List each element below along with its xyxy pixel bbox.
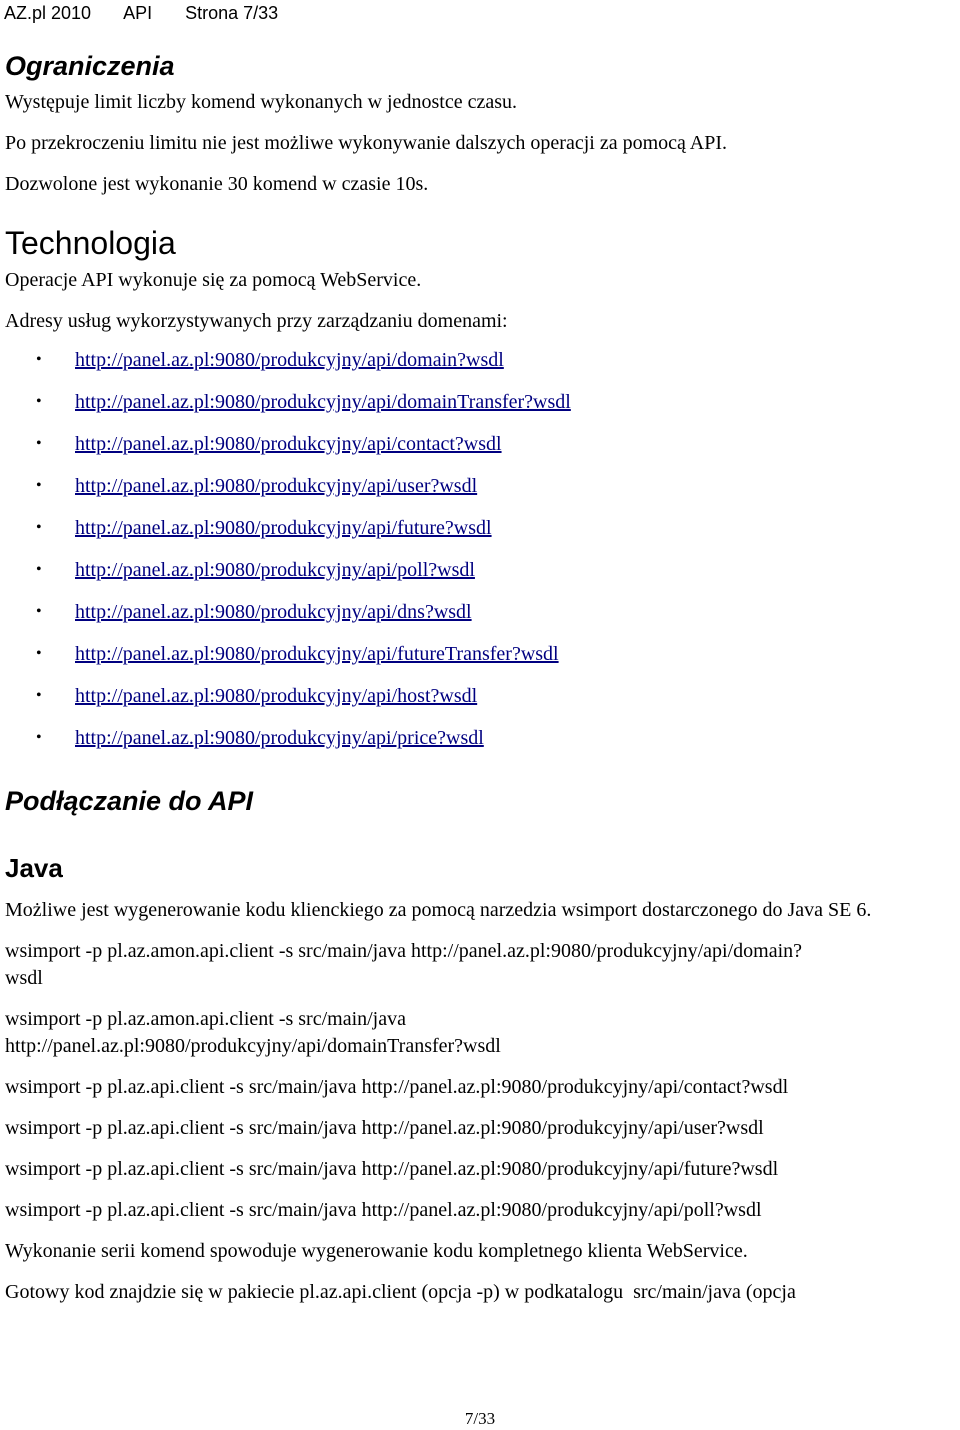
tech-line-1: Operacje API wykonuje się za pomocą WebService.	[5, 269, 422, 291]
bullet-icon: •	[36, 393, 42, 410]
wsdl-link-future-transfer[interactable]: http://panel.az.pl:9080/produkcyjny/api/futureTransfer?wsdl	[75, 643, 559, 665]
header-section: API	[123, 3, 153, 23]
bullet-icon: •	[36, 561, 42, 578]
cmd-domain-line-2: wsdl	[5, 967, 43, 989]
limit-line-3: Dozwolone jest wykonanie 30 komend w czasie 10s.	[5, 173, 429, 195]
bullet-icon: •	[36, 687, 42, 704]
cmd-domain-transfer	[5, 1006, 955, 1060]
cmd-transfer-line-1: wsimport -p pl.az.amon.api.client -s src/main/java	[5, 1008, 406, 1030]
java-location: Gotowy kod znajdzie się w pakiecie pl.az.api.client (opcja -p) w podkatalogu src/main/java (opcja	[5, 1281, 796, 1303]
bullet-icon: •	[36, 645, 42, 662]
cmd-domain	[5, 938, 955, 992]
bullet-icon: •	[36, 435, 42, 452]
heading-technologia: Technologia	[5, 225, 176, 261]
java-summary: Wykonanie serii komend spowoduje wygenerowanie kodu kompletnego klienta WebService.	[5, 1240, 748, 1262]
wsdl-link-domain[interactable]: http://panel.az.pl:9080/produkcyjny/api/domain?wsdl	[75, 349, 504, 371]
cmd-user: wsimport -p pl.az.api.client -s src/main/java http://panel.az.pl:9080/produkcyjny/api/user?wsdl	[5, 1117, 764, 1139]
java-intro: Możliwe jest wygenerowanie kodu klienckiego za pomocą narzedzia wsimport dostarczonego do Java SE 6.	[5, 899, 872, 921]
list-item	[5, 507, 955, 549]
document-body	[5, 46, 955, 1306]
bullet-icon: •	[36, 519, 42, 536]
list-item	[5, 465, 955, 507]
wsdl-link-future[interactable]: http://panel.az.pl:9080/produkcyjny/api/future?wsdl	[75, 517, 492, 539]
heading-podlaczanie: Podłączanie do API	[5, 786, 254, 816]
list-item	[5, 423, 955, 465]
bullet-icon: •	[36, 729, 42, 746]
list-item	[5, 549, 955, 591]
wsdl-link-host[interactable]: http://panel.az.pl:9080/produkcyjny/api/host?wsdl	[75, 685, 478, 707]
cmd-future: wsimport -p pl.az.api.client -s src/main/java http://panel.az.pl:9080/produkcyjny/api/future?wsdl	[5, 1158, 779, 1180]
bullet-icon: •	[36, 603, 42, 620]
list-item	[5, 633, 955, 675]
header-brand: AZ.pl 2010	[4, 3, 92, 23]
page-number: 7/33	[464, 1409, 496, 1428]
list-item	[5, 717, 955, 759]
header-page: Strona 7/33	[185, 3, 279, 23]
tech-line-2: Adresy usług wykorzystywanych przy zarządzaniu domenami:	[5, 310, 508, 332]
list-item	[5, 591, 955, 633]
cmd-poll: wsimport -p pl.az.api.client -s src/main/java http://panel.az.pl:9080/produkcyjny/api/poll?wsdl	[5, 1199, 762, 1221]
wsdl-link-user[interactable]: http://panel.az.pl:9080/produkcyjny/api/user?wsdl	[75, 475, 478, 497]
bullet-icon: •	[36, 351, 42, 368]
heading-java: Java	[5, 853, 63, 883]
wsdl-link-contact[interactable]: http://panel.az.pl:9080/produkcyjny/api/contact?wsdl	[75, 433, 502, 455]
bullet-icon: •	[36, 477, 42, 494]
wsdl-link-dns[interactable]: http://panel.az.pl:9080/produkcyjny/api/dns?wsdl	[75, 601, 472, 623]
wsdl-link-domain-transfer[interactable]: http://panel.az.pl:9080/produkcyjny/api/domainTransfer?wsdl	[75, 391, 571, 413]
page-header	[4, 1, 306, 25]
cmd-transfer-line-2: http://panel.az.pl:9080/produkcyjny/api/domainTransfer?wsdl	[5, 1035, 501, 1057]
limit-line-1: Występuje limit liczby komend wykonanych w jednostce czasu.	[5, 91, 517, 113]
wsdl-link-poll[interactable]: http://panel.az.pl:9080/produkcyjny/api/poll?wsdl	[75, 559, 475, 581]
cmd-domain-line-1: wsimport -p pl.az.amon.api.client -s src/main/java http://panel.az.pl:9080/produkcyjny/api/domain?	[5, 940, 803, 962]
list-item	[5, 381, 955, 423]
list-item	[5, 339, 955, 381]
wsdl-link-list	[5, 339, 955, 759]
wsdl-link-price[interactable]: http://panel.az.pl:9080/produkcyjny/api/price?wsdl	[75, 727, 484, 749]
heading-ograniczenia: Ograniczenia	[5, 51, 175, 81]
list-item	[5, 675, 955, 717]
cmd-contact: wsimport -p pl.az.api.client -s src/main/java http://panel.az.pl:9080/produkcyjny/api/contact?wsdl	[5, 1076, 789, 1098]
limit-line-2: Po przekroczeniu limitu nie jest możliwe wykonywanie dalszych operacji za pomocą API.	[5, 132, 728, 154]
